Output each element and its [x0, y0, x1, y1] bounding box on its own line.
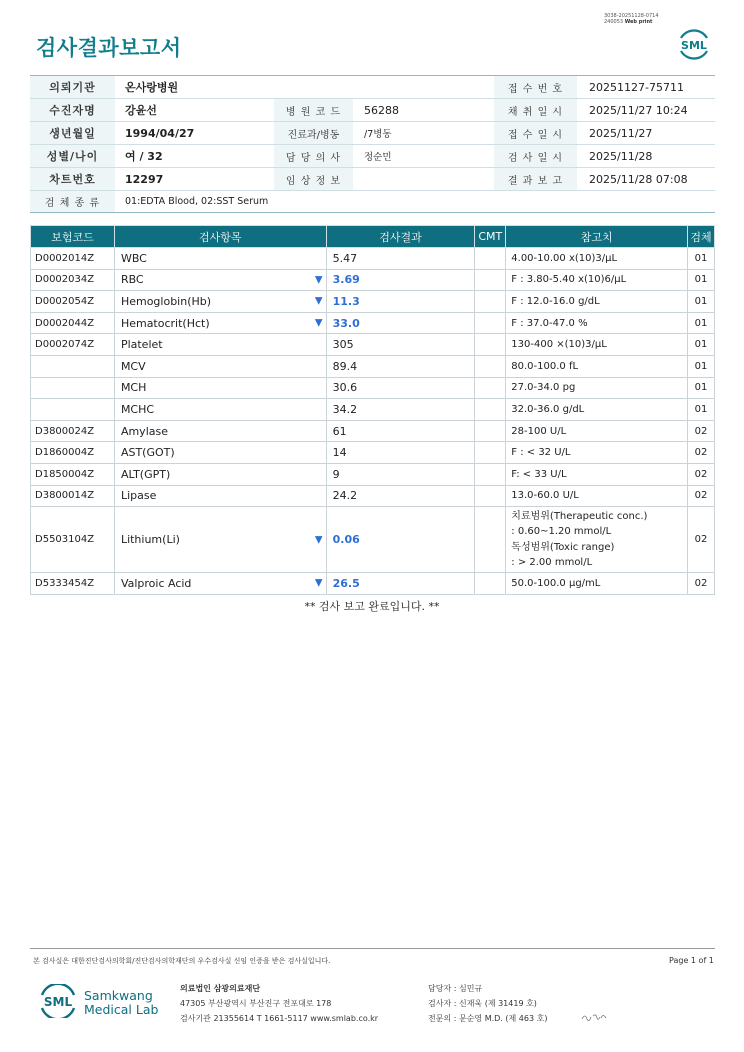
test-result: 61 — [326, 420, 475, 442]
test-result: 11.3 — [326, 291, 475, 313]
table-row — [31, 248, 715, 270]
reference-line: : > 2.00 mmol/L — [511, 557, 593, 569]
requester-label: 의뢰기관 — [30, 76, 115, 99]
test-item-label: Hematocrit(Hct) — [120, 316, 210, 330]
sexage-value: 여 / 32 — [115, 145, 274, 168]
comment — [475, 334, 506, 356]
footer-brand — [84, 989, 158, 1017]
insurance-code — [31, 399, 115, 421]
comment — [475, 463, 506, 485]
test-result: 24.2 — [326, 485, 475, 507]
test-item — [114, 355, 326, 377]
collected-label: 채 취 일 시 — [494, 99, 577, 122]
test-item — [114, 485, 326, 507]
test-item — [114, 420, 326, 442]
clinical-label: 임 상 정 보 — [274, 168, 353, 191]
hospital-code-value: 56288 — [353, 99, 494, 122]
footer-logo-text: SML — [43, 995, 73, 1009]
collected-value: 2025/11/27 10:24 — [577, 99, 715, 122]
table-row — [31, 442, 715, 464]
staff-specialist: 전문의 : 문순영 M.D. (제 463 호) — [428, 1014, 548, 1023]
specimen-code: 01 — [687, 269, 714, 291]
received-label: 접 수 일 시 — [494, 122, 577, 145]
receipt-no-value: 20251127-75711 — [577, 76, 715, 99]
comment — [475, 269, 506, 291]
test-item-label: Amylase — [120, 424, 168, 438]
insurance-code: D0002034Z — [31, 269, 115, 291]
results-header-row — [31, 226, 715, 248]
test-item-label: MCHC — [120, 402, 155, 416]
brand-line2: Medical Lab — [84, 1002, 159, 1017]
patient-label: 수진자명 — [30, 99, 115, 122]
doctor-label: 담 당 의 사 — [274, 145, 353, 168]
test-item — [114, 291, 326, 313]
specimen-code: 01 — [687, 291, 714, 313]
test-result: 26.5 — [326, 573, 475, 595]
test-result: 0.06 — [326, 507, 475, 573]
reference-range: F : 3.80-5.40 x(10)6/μL — [506, 269, 688, 291]
reference-range: 27.0-34.0 pg — [506, 377, 688, 399]
table-row — [31, 399, 715, 421]
info-row — [30, 76, 715, 99]
results-table — [30, 225, 715, 595]
test-item — [114, 573, 326, 595]
test-result: 9 — [326, 463, 475, 485]
test-item-label: Hemoglobin(Hb) — [120, 294, 212, 308]
insurance-code: D0002074Z — [31, 334, 115, 356]
low-flag-icon: ▼ — [314, 577, 323, 589]
comment — [475, 442, 506, 464]
reference-line: : 0.60~1.20 mmol/L — [511, 526, 612, 538]
dept-value: /7병동 — [353, 122, 494, 145]
insurance-code: D0002054Z — [31, 291, 115, 313]
comment — [475, 248, 506, 270]
info-row — [30, 145, 715, 168]
reference-range: 130-400 ×(10)3/μL — [506, 334, 688, 356]
document-code-line2 — [604, 19, 659, 25]
patient-info-table — [30, 75, 715, 213]
info-row — [30, 191, 715, 213]
brand-line1: Samkwang — [84, 988, 153, 1003]
test-item — [114, 442, 326, 464]
tested-value: 2025/11/28 — [577, 145, 715, 168]
received-value: 2025/11/27 — [577, 122, 715, 145]
test-result: 3.69 — [326, 269, 475, 291]
comment — [475, 355, 506, 377]
insurance-code: D1850004Z — [31, 463, 115, 485]
patient-value: 강윤선 — [115, 99, 274, 122]
comment — [475, 420, 506, 442]
footer-organization — [180, 981, 378, 1026]
test-item-label: Valproic Acid — [120, 576, 192, 590]
test-item-label: Lipase — [120, 489, 157, 503]
comment — [475, 573, 506, 595]
specimen-label: 검 체 종 류 — [30, 191, 115, 213]
comment — [475, 377, 506, 399]
table-row — [31, 573, 715, 595]
insurance-code: D1860004Z — [31, 442, 115, 464]
insurance-code — [31, 355, 115, 377]
org-address: 47305 부산광역시 부산진구 전포대로 178 — [180, 999, 332, 1008]
test-item — [114, 248, 326, 270]
tested-label: 검 사 일 시 — [494, 145, 577, 168]
test-item — [114, 269, 326, 291]
dob-label: 생년월일 — [30, 122, 115, 145]
table-row — [31, 334, 715, 356]
table-row — [31, 485, 715, 507]
sml-logo-icon — [675, 26, 713, 62]
comment — [475, 312, 506, 334]
test-result: 34.2 — [326, 399, 475, 421]
comment — [475, 485, 506, 507]
hospital-code-label: 병 원 코 드 — [274, 99, 353, 122]
test-item-label: MCH — [120, 381, 147, 395]
table-row — [31, 463, 715, 485]
insurance-code: D0002014Z — [31, 248, 115, 270]
table-row — [31, 507, 715, 573]
signature-icon — [580, 1011, 608, 1023]
test-result: 5.47 — [326, 248, 475, 270]
specimen-code: 02 — [687, 573, 714, 595]
reported-label: 결 과 보 고 — [494, 168, 577, 191]
specimen-code: 01 — [687, 312, 714, 334]
header-specimen: 검체 — [687, 226, 714, 248]
test-result: 33.0 — [326, 312, 475, 334]
specimen-code: 02 — [687, 442, 714, 464]
info-row — [30, 168, 715, 191]
test-item-label: MCV — [120, 359, 146, 373]
insurance-code: D3800014Z — [31, 485, 115, 507]
header-cmt: CMT — [475, 226, 506, 248]
low-flag-icon: ▼ — [314, 274, 323, 286]
document-code-line1: 3038-20251128-0714 — [604, 13, 659, 19]
low-flag-icon: ▼ — [314, 317, 323, 329]
test-result: 89.4 — [326, 355, 475, 377]
test-item-label: Platelet — [120, 338, 163, 352]
comment — [475, 399, 506, 421]
sexage-label: 성별/나이 — [30, 145, 115, 168]
staff-tester: 검사자 : 신재욱 (제 31419 호) — [428, 999, 537, 1008]
footer-divider — [30, 948, 715, 949]
table-row — [31, 420, 715, 442]
header-ref: 참고치 — [506, 226, 688, 248]
specimen-code: 01 — [687, 355, 714, 377]
test-item-label: WBC — [120, 251, 147, 265]
test-item-label: RBC — [120, 273, 144, 287]
specimen-code: 02 — [687, 463, 714, 485]
test-result: 305 — [326, 334, 475, 356]
test-item — [114, 312, 326, 334]
test-item — [114, 463, 326, 485]
header-code: 보험코드 — [31, 226, 115, 248]
reference-range: F: < 33 U/L — [506, 463, 688, 485]
test-item-label: AST(GOT) — [120, 446, 175, 460]
low-flag-icon: ▼ — [314, 295, 323, 307]
reference-range: 28-100 U/L — [506, 420, 688, 442]
specimen-code: 01 — [687, 399, 714, 421]
dept-label: 진료과/병동 — [274, 122, 353, 145]
dob-value: 1994/04/27 — [115, 122, 274, 145]
test-item — [114, 507, 326, 573]
table-row — [31, 355, 715, 377]
insurance-code — [31, 377, 115, 399]
table-row — [31, 291, 715, 313]
test-item — [114, 399, 326, 421]
insurance-code: D3800024Z — [31, 420, 115, 442]
test-item-label: Lithium(Li) — [120, 532, 180, 546]
specimen-code: 02 — [687, 420, 714, 442]
reference-range: 50.0-100.0 μg/mL — [506, 573, 688, 595]
low-flag-icon: ▼ — [314, 533, 323, 545]
reference-range: 32.0-36.0 g/dL — [506, 399, 688, 421]
org-contact: 검사기관 21355614 T 1661-5117 www.smlab.co.kr — [180, 1014, 379, 1023]
insurance-code: D0002044Z — [31, 312, 115, 334]
reference-line: 치료범위(Therapeutic conc.) — [511, 510, 648, 522]
report-complete-note: ** 검사 보고 완료입니다. ** — [304, 600, 440, 613]
specimen-value: 01:EDTA Blood, 02:SST Serum — [115, 191, 715, 213]
test-item — [114, 377, 326, 399]
org-name: 의료법인 삼광의료재단 — [180, 984, 261, 993]
info-row — [30, 99, 715, 122]
header-result: 검사결과 — [326, 226, 475, 248]
document-code — [604, 13, 659, 25]
print-tag: Web print — [624, 19, 653, 25]
doctor-value: 정순민 — [353, 145, 494, 168]
reported-value: 2025/11/28 07:08 — [577, 168, 715, 191]
reference-range: F : 12.0-16.0 g/dL — [506, 291, 688, 313]
table-row — [31, 377, 715, 399]
sml-footer-logo-icon — [38, 984, 78, 1018]
clinical-value — [353, 168, 494, 191]
info-row — [30, 122, 715, 145]
chart-label: 차트번호 — [30, 168, 115, 191]
receipt-no-label: 접 수 번 호 — [494, 76, 577, 99]
results-body — [31, 248, 715, 595]
specimen-code: 01 — [687, 334, 714, 356]
reference-range: 4.00-10.00 x(10)3/μL — [506, 248, 688, 270]
reference-line: 독성범위(Toxic range) — [511, 541, 615, 553]
comment — [475, 291, 506, 313]
requester-value: 온사랑병원 — [115, 76, 494, 99]
test-item-label: ALT(GPT) — [120, 467, 171, 481]
staff-in-charge: 담당자 : 심민규 — [428, 984, 483, 993]
footer-staff — [428, 981, 547, 1026]
specimen-code: 01 — [687, 248, 714, 270]
page-number: Page 1 of 1 — [669, 956, 714, 965]
test-item — [114, 334, 326, 356]
test-result: 14 — [326, 442, 475, 464]
page-title: 검사결과보고서 — [36, 36, 182, 60]
insurance-code: D5503104Z — [31, 507, 115, 573]
specimen-code: 02 — [687, 485, 714, 507]
insurance-code: D5333454Z — [31, 573, 115, 595]
table-row — [31, 312, 715, 334]
certification-text: 본 검사실은 대한진단검사의학회/진단검사의학재단의 우수검사실 신임 인증을 받은 검사실입니다. — [33, 957, 331, 965]
chart-value: 12297 — [115, 168, 274, 191]
table-row — [31, 269, 715, 291]
comment — [475, 507, 506, 573]
reference-range: F : < 32 U/L — [506, 442, 688, 464]
specimen-code: 01 — [687, 377, 714, 399]
reference-range — [506, 507, 688, 573]
reference-range: 13.0-60.0 U/L — [506, 485, 688, 507]
print-id: 240053 — [604, 19, 624, 25]
test-result: 30.6 — [326, 377, 475, 399]
reference-range: F : 37.0-47.0 % — [506, 312, 688, 334]
header-item: 검사항목 — [114, 226, 326, 248]
specimen-code: 02 — [687, 507, 714, 573]
reference-range: 80.0-100.0 fL — [506, 355, 688, 377]
logo-text: SML — [681, 39, 707, 52]
